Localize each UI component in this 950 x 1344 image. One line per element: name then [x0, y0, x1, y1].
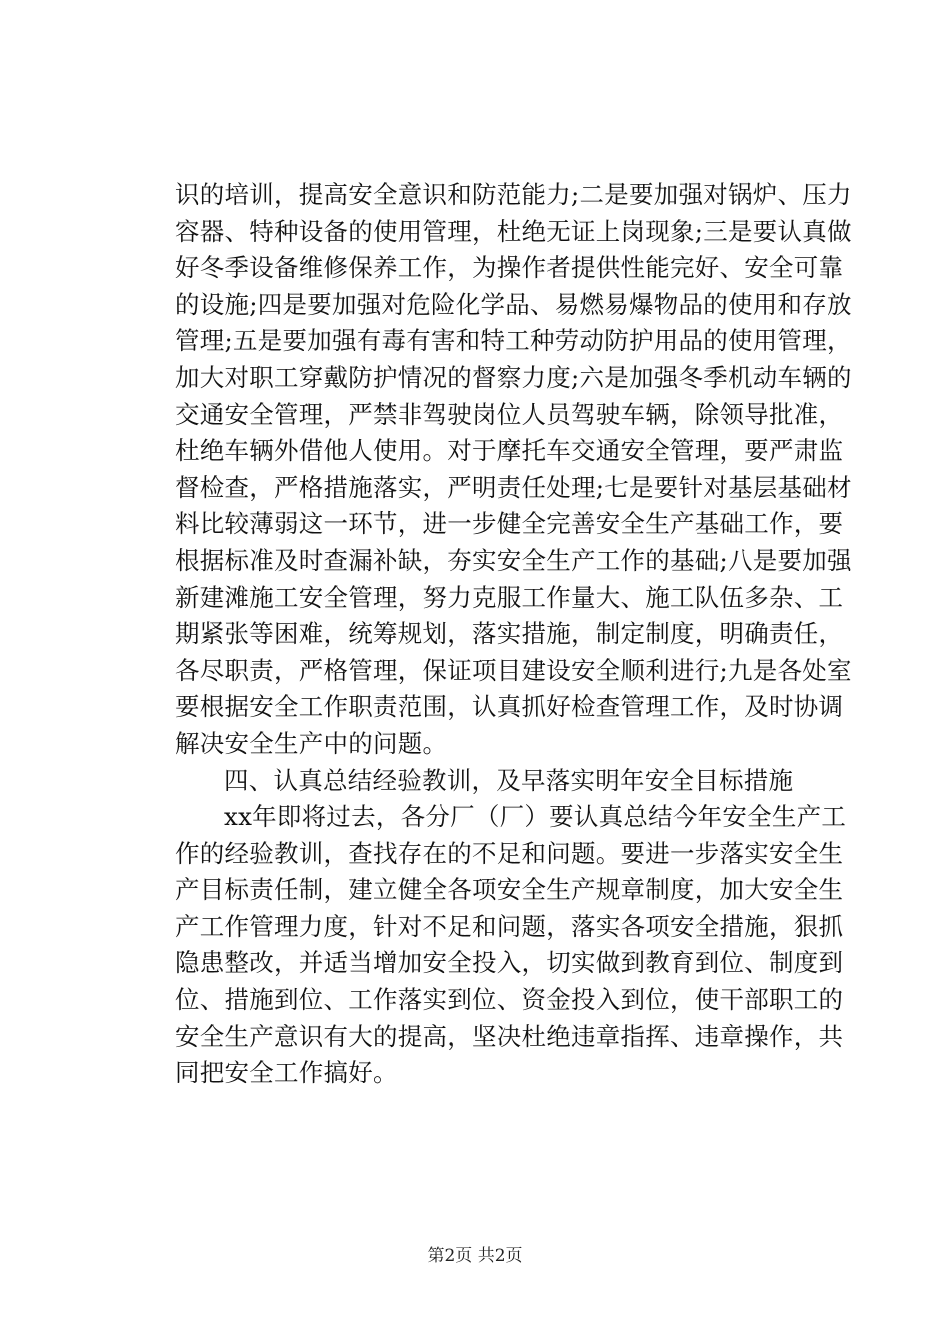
text-line: 作的经验教训，查找存在的不足和问题。要进一步落实安全生: [175, 838, 844, 868]
text-line: 料比较薄弱这一环节，进一步健全完善安全生产基础工作，要: [175, 509, 844, 539]
page-number-footer: 第2页 共2页: [427, 1246, 523, 1266]
text-line: 容器、特种设备的使用管理，杜绝无证上岗现象;三是要认真做: [175, 216, 852, 246]
text-line: 位、措施到位、工作落实到位、资金投入到位，使干部职工的: [175, 985, 844, 1015]
text-line: 杜绝车辆外借他人使用。对于摩托车交通安全管理，要严肃监: [175, 436, 844, 466]
section-heading: 四、认真总结经验教训，及早落实明年安全目标措施: [224, 765, 794, 795]
text-line: 期紧张等困难，统筹规划，落实措施，制定制度，明确责任，: [175, 619, 844, 649]
text-line: 隐患整改，并适当增加安全投入，切实做到教育到位、制度到: [175, 948, 844, 978]
text-line: 好冬季设备维修保养工作，为操作者提供性能完好、安全可靠: [175, 253, 844, 283]
text-line: 交通安全管理，严禁非驾驶岗位人员驾驶车辆，除领导批准，: [175, 399, 844, 429]
text-line: 安全生产意识有大的提高，坚决杜绝违章指挥、违章操作，共: [175, 1021, 844, 1051]
text-line: 的设施;四是要加强对危险化学品、易燃易爆物品的使用和存放: [175, 289, 852, 319]
text-line: 要根据安全工作职责范围，认真抓好检查管理工作，及时协调: [175, 692, 844, 722]
text-line: 产目标责任制，建立健全各项安全生产规章制度，加大安全生: [175, 875, 844, 905]
text-line: 新建滩施工安全管理，努力克服工作量大、施工队伍多杂、工: [175, 582, 844, 612]
text-line: 管理;五是要加强有毒有害和特工种劳动防护用品的使用管理，: [175, 326, 852, 356]
text-line: 加大对职工穿戴防护情况的督察力度;六是加强冬季机动车辆的: [175, 362, 852, 392]
text-line: 督检查，严格措施落实，严明责任处理;七是要针对基层基础材: [175, 472, 852, 502]
text-line: 根据标准及时查漏补缺，夯实安全生产工作的基础;八是要加强: [175, 545, 852, 575]
text-line: 识的培训，提高安全意识和防范能力;二是要加强对锅炉、压力: [175, 180, 852, 209]
text-line: 产工作管理力度，针对不足和问题，落实各项安全措施，狠抓: [175, 911, 844, 941]
text-line: 解决安全生产中的问题。: [175, 728, 448, 758]
text-line: 各尽职责，严格管理，保证项目建设安全顺利进行;九是各处室: [175, 655, 852, 685]
text-line: 同把安全工作搞好。: [175, 1058, 398, 1088]
text-line: xx年即将过去，各分厂（厂）要认真总结今年安全生产工: [224, 802, 847, 832]
body-text: [175, 177, 852, 1092]
